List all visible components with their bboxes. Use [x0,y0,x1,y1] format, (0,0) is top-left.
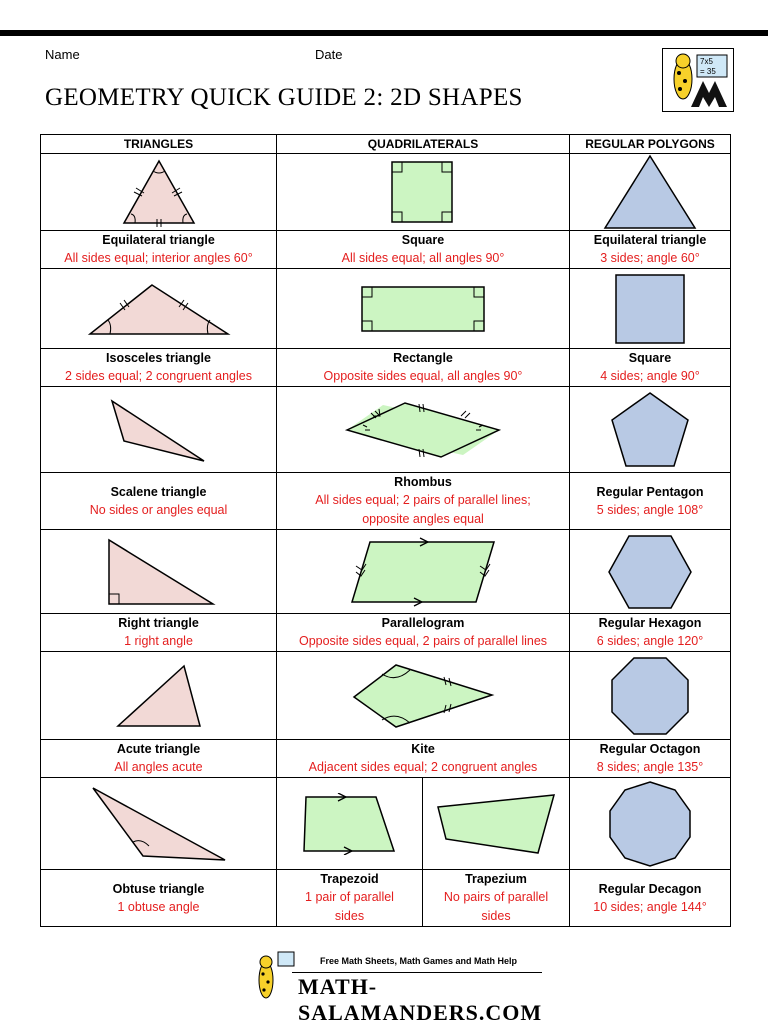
name-label: Name [45,47,80,62]
pentagon-desc: 5 sides; angle 108° [596,502,704,517]
acute-triangle-shape [41,652,277,740]
polygon-triangle-desc: 3 sides; angle 60° [600,251,700,265]
logo-card-line1: 7x5 [700,57,713,66]
rectangle-shape [277,269,570,349]
polygon-square-desc: 4 sides; angle 90° [600,369,700,383]
acute-triangle-name: Acute triangle [116,742,201,756]
decagon-desc: 10 sides; angle 144° [593,899,707,914]
pentagon-name: Regular Pentagon [596,484,704,499]
column-header-quadrilaterals: QUADRILATERALS [277,135,570,154]
footer [248,950,548,1025]
trapezoid-desc-line1: 1 pair of parallel [305,890,394,904]
polygon-square-name: Square [628,351,672,365]
logo-card-line2: = 35 [700,67,716,76]
obtuse-triangle-desc: 1 obtuse angle [117,899,200,914]
trapezium-shape [423,778,570,870]
salamander-logo [662,48,734,112]
kite-desc: Adjacent sides equal; 2 congruent angles [308,760,538,774]
acute-triangle-desc: All angles acute [114,760,203,774]
date-label: Date [315,47,343,62]
footer-salamander-icon [252,950,296,1008]
trapezium-name: Trapezium [465,872,527,886]
square-desc: All sides equal; all angles 90° [341,251,505,265]
polygon-triangle-name: Equilateral triangle [593,233,707,247]
kite-shape [277,652,570,740]
shapes-table [40,134,731,927]
page-title: GEOMETRY QUICK GUIDE 2: 2D SHAPES [45,84,523,111]
footer-tagline: Free Math Sheets, Math Games and Math Help [320,956,518,966]
top-rule [0,30,768,36]
hexagon-desc: 6 sides; angle 120° [596,634,704,648]
polygon-triangle-shape [570,154,731,231]
scalene-triangle-desc: No sides or angles equal [89,502,228,517]
rhombus-shape [277,387,570,473]
square-shape [277,154,570,231]
scalene-triangle-name: Scalene triangle [110,484,207,499]
parallelogram-shape [277,530,570,614]
trapezoid-desc-line2: sides [334,909,365,923]
rhombus-desc-line2: opposite angles equal [362,512,484,526]
scalene-triangle-shape [41,387,277,473]
equilateral-triangle-shape [41,154,277,231]
right-triangle-name: Right triangle [118,616,199,630]
decagon-shape [570,778,731,870]
obtuse-triangle-shape [41,778,277,870]
isosceles-triangle-shape [41,269,277,349]
polygon-square-shape [570,269,731,349]
isosceles-triangle-name: Isosceles triangle [106,351,211,365]
octagon-desc: 8 sides; angle 135° [596,760,704,774]
trapezium-desc-line2: sides [481,909,511,923]
obtuse-triangle-name: Obtuse triangle [112,881,205,896]
decagon-name: Regular Decagon [598,881,702,896]
rhombus-desc-line1: All sides equal; 2 pairs of parallel lines; [315,493,531,507]
kite-name: Kite [411,742,435,756]
right-triangle-shape [41,530,277,614]
parallelogram-desc: Opposite sides equal, 2 pairs of parallel lines [298,634,548,648]
equilateral-triangle-desc: All sides equal; interior angles 60° [64,251,253,265]
octagon-shape [570,652,731,740]
footer-divider [292,972,542,973]
octagon-name: Regular Octagon [599,742,701,756]
rectangle-desc: Opposite sides equal, all angles 90° [323,369,523,383]
trapezium-desc-line1: No pairs of parallel [443,890,549,904]
pentagon-shape [570,387,731,473]
hexagon-name: Regular Hexagon [598,616,702,630]
trapezoid-shape [277,778,423,870]
right-triangle-desc: 1 right angle [124,634,193,648]
column-header-regular-polygons: REGULAR POLYGONS [570,135,731,154]
rectangle-name: Rectangle [393,351,453,365]
parallelogram-name: Parallelogram [381,616,465,630]
trapezoid-name: Trapezoid [320,872,379,886]
hexagon-shape [570,530,731,614]
footer-site-link[interactable]: MATH-SALAMANDERS.COM [298,974,543,1025]
isosceles-triangle-desc: 2 sides equal; 2 congruent angles [65,369,252,383]
column-header-triangles: TRIANGLES [41,135,277,154]
equilateral-triangle-name: Equilateral triangle [102,233,215,247]
rhombus-name: Rhombus [394,475,452,489]
square-name: Square [401,233,445,247]
